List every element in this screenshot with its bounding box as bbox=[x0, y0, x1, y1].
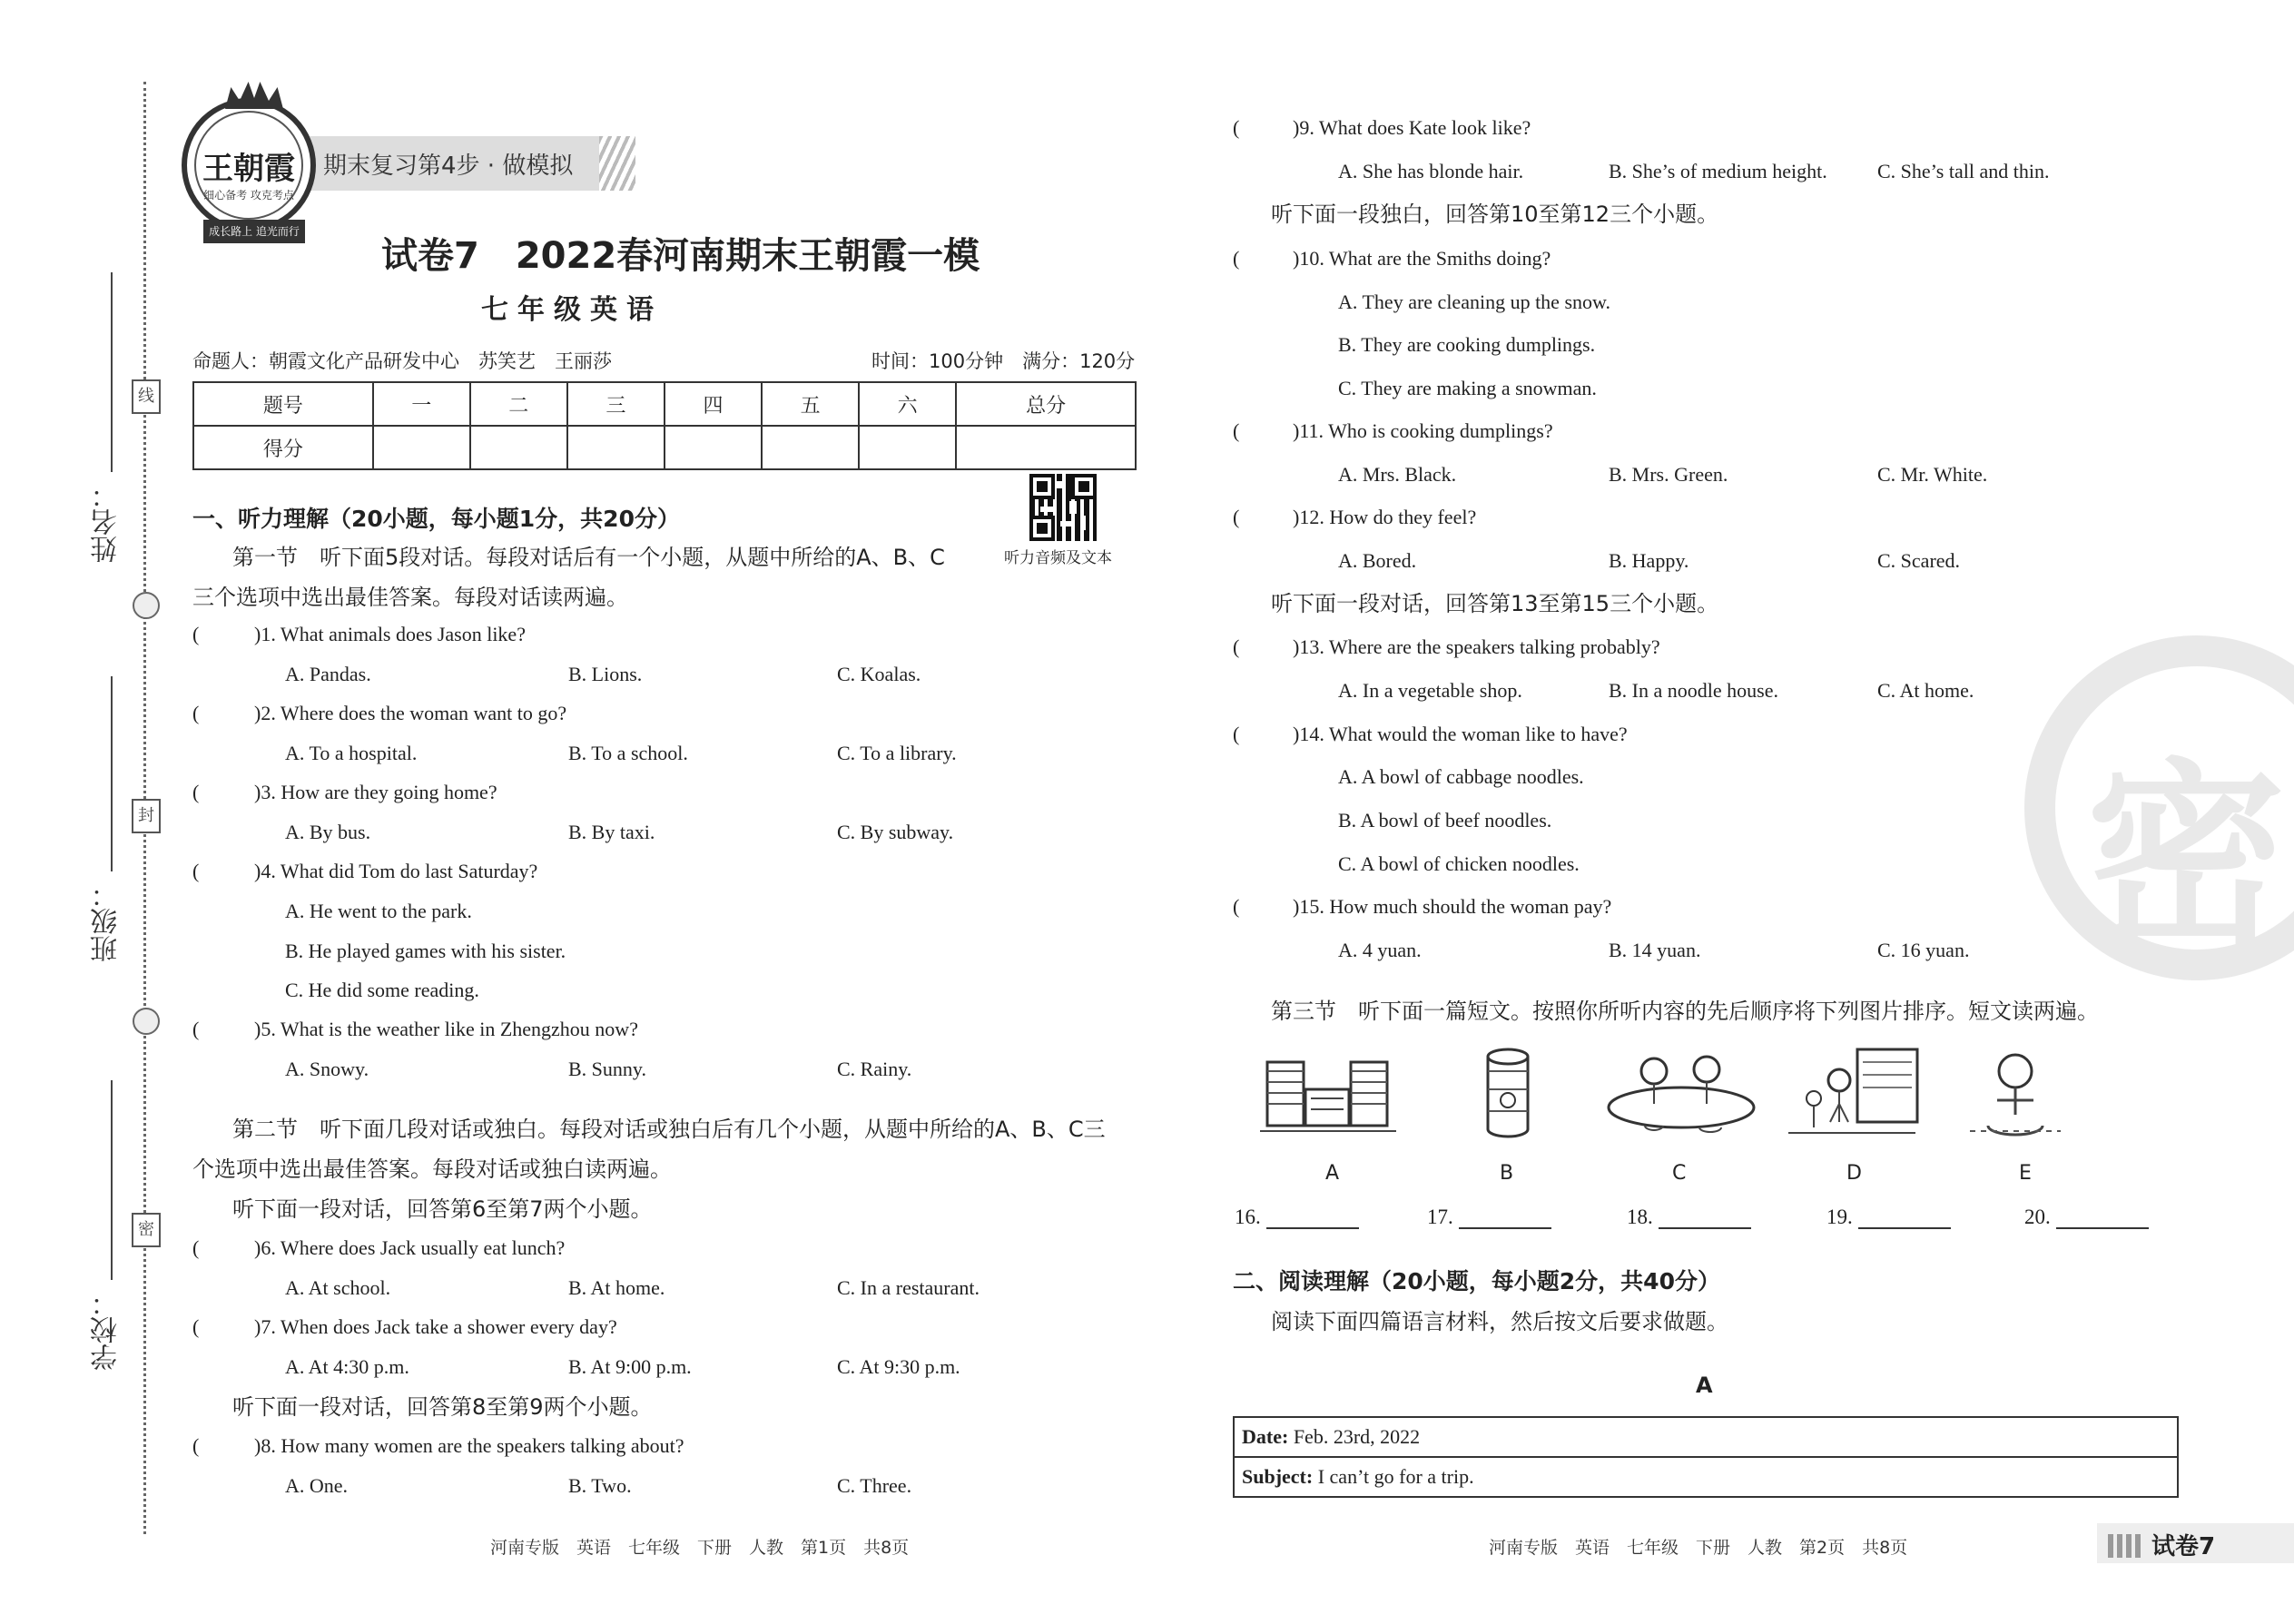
prompt-10-12: 听下面一段独白，回答第10至第12三个小题。 bbox=[1271, 202, 1719, 227]
q3-option-a[interactable]: A. By bus. bbox=[285, 821, 371, 843]
q5-option-b[interactable]: B. Sunny. bbox=[568, 1058, 646, 1080]
qr-label: 听力音频及文本 bbox=[1004, 549, 1112, 567]
score-header-cell: 总分 bbox=[956, 382, 1136, 426]
q9-stem: )9. What does Kate look like? bbox=[1293, 116, 1531, 139]
q2-option-a[interactable]: A. To a hospital. bbox=[285, 742, 418, 764]
q14-option-c[interactable]: C. A bowl of chicken noodles. bbox=[1338, 852, 1580, 875]
date-label: Date: bbox=[1242, 1425, 1289, 1448]
q2-option-b[interactable]: B. To a school. bbox=[568, 742, 688, 764]
logo-name: 王朝霞 bbox=[202, 153, 295, 186]
seal-xian: 线 bbox=[132, 379, 161, 414]
q2-stem: )2. Where does the woman want to go? bbox=[254, 702, 567, 724]
score-header-row bbox=[193, 382, 1136, 426]
q1-option-c[interactable]: C. Koalas. bbox=[837, 663, 921, 685]
school-underline bbox=[111, 1080, 113, 1280]
q5-stem: )5. What is the weather like in Zhengzhou now? bbox=[254, 1018, 638, 1040]
answer-16[interactable]: 16. bbox=[1235, 1204, 1359, 1229]
score-cell[interactable] bbox=[567, 426, 665, 469]
score-cell[interactable] bbox=[373, 426, 470, 469]
q1-stem: )1. What animals does Jason like? bbox=[254, 623, 526, 645]
picture-d-icon bbox=[1785, 1044, 1921, 1144]
part1-title: 一、听力理解（20小题，每小题1分，共20分） bbox=[192, 506, 680, 532]
passage-label: A bbox=[1696, 1373, 1713, 1398]
prompt-8-9: 听下面一段对话，回答第8至第9两个小题。 bbox=[232, 1394, 653, 1420]
q14-option-a[interactable]: A. A bowl of cabbage noodles. bbox=[1338, 765, 1584, 788]
q11-option-a[interactable]: A. Mrs. Black. bbox=[1338, 463, 1457, 486]
q9-option-b[interactable]: B. She’s of medium height. bbox=[1609, 160, 1827, 182]
q1-option-b[interactable]: B. Lions. bbox=[568, 663, 643, 685]
brand-logo bbox=[182, 98, 316, 238]
q2-option-c[interactable]: C. To a library. bbox=[837, 742, 957, 764]
q13-stem: )13. Where are the speakers talking probably? bbox=[1293, 635, 1660, 658]
q10-option-b[interactable]: B. They are cooking dumplings. bbox=[1338, 333, 1596, 356]
q3-option-b[interactable]: B. By taxi. bbox=[568, 821, 655, 843]
exam-subtitle: 七年级英语 bbox=[481, 294, 663, 326]
q14-stem: )14. What would the woman like to have? bbox=[1293, 723, 1628, 745]
q8-option-b[interactable]: B. Two. bbox=[568, 1474, 632, 1497]
picture-c-icon bbox=[1600, 1044, 1763, 1144]
subject-value: I can’t go for a trip. bbox=[1317, 1465, 1474, 1488]
qr-code-icon[interactable] bbox=[1029, 474, 1097, 541]
answer-18[interactable]: 18. bbox=[1627, 1204, 1751, 1229]
q15-option-b[interactable]: B. 14 yuan. bbox=[1609, 939, 1701, 961]
q4-stem: )4. What did Tom do last Saturday? bbox=[254, 860, 538, 882]
score-cell[interactable] bbox=[956, 426, 1136, 469]
score-header-cell: 二 bbox=[470, 382, 567, 426]
q9-option-c[interactable]: C. She’s tall and thin. bbox=[1877, 160, 2050, 182]
picture-label-d: D bbox=[1846, 1162, 1862, 1185]
prompt-6-7: 听下面一段对话，回答第6至第7两个小题。 bbox=[232, 1196, 653, 1222]
q12-option-b[interactable]: B. Happy. bbox=[1609, 549, 1689, 572]
q5-option-c[interactable]: C. Rainy. bbox=[837, 1058, 912, 1080]
sec2-line2: 个选项中选出最佳答案。每段对话或独白读两遍。 bbox=[192, 1156, 672, 1182]
q15-option-a[interactable]: A. 4 yuan. bbox=[1338, 939, 1422, 961]
page-tag: 试卷7 bbox=[2151, 1533, 2216, 1560]
score-header-cell: 六 bbox=[859, 382, 956, 426]
answer-19[interactable]: 19. bbox=[1826, 1204, 1951, 1229]
q8-option-c[interactable]: C. Three. bbox=[837, 1474, 912, 1497]
q4-option-b[interactable]: B. He played games with his sister. bbox=[285, 940, 566, 962]
score-header-cell: 四 bbox=[665, 382, 762, 426]
seal-mi: 密 bbox=[132, 1213, 161, 1247]
score-row bbox=[193, 426, 1136, 469]
q11-option-b[interactable]: B. Mrs. Green. bbox=[1609, 463, 1728, 486]
picture-label-c: C bbox=[1672, 1162, 1687, 1185]
prompt-13-15: 听下面一段对话，回答第13至第15三个小题。 bbox=[1271, 591, 1719, 616]
footer-right: 河南专版 英语 七年级 下册 人教 第2页 共8页 bbox=[1489, 1538, 1908, 1558]
binding-knob-icon bbox=[133, 592, 160, 619]
picture-a-icon bbox=[1260, 1044, 1396, 1144]
score-cell[interactable] bbox=[859, 426, 956, 469]
q7-option-a[interactable]: A. At 4:30 p.m. bbox=[285, 1355, 409, 1378]
sec3-instruction: 第三节 听下面一篇短文。按照你所听内容的先后顺序将下列图片排序。短文读两遍。 bbox=[1271, 999, 2099, 1024]
authors: 命题人：朝霞文化产品研发中心 苏笑艺 王丽莎 bbox=[192, 350, 612, 372]
q7-option-c[interactable]: C. At 9:30 p.m. bbox=[837, 1355, 960, 1378]
score-cell[interactable] bbox=[470, 426, 567, 469]
date-row bbox=[1234, 1417, 2178, 1457]
score-cell[interactable] bbox=[762, 426, 859, 469]
crown-icon bbox=[225, 82, 283, 109]
picture-b-icon bbox=[1476, 1044, 1540, 1144]
sec1-line1: 第一节 听下面5段对话。每段对话后有一个小题，从题中所给的A、B、C bbox=[232, 545, 945, 570]
q3-option-c[interactable]: C. By subway. bbox=[837, 821, 954, 843]
q6-option-a[interactable]: A. At school. bbox=[285, 1276, 391, 1299]
class-label: 班级： bbox=[91, 881, 123, 962]
picture-label-e: E bbox=[2019, 1162, 2032, 1185]
q8-option-a[interactable]: A. One. bbox=[285, 1474, 349, 1497]
score-header-cell: 一 bbox=[373, 382, 470, 426]
part2-intro: 阅读下面四篇语言材料，然后按文后要求做题。 bbox=[1271, 1309, 1728, 1334]
q11-option-c[interactable]: C. Mr. White. bbox=[1877, 463, 1988, 486]
logo-motto: 细心备考 攻克考点 bbox=[203, 189, 294, 202]
binding-knob-icon bbox=[133, 1008, 160, 1035]
q12-stem: )12. How do they feel? bbox=[1293, 506, 1477, 528]
sec1-line2: 三个选项中选出最佳答案。每段对话读两遍。 bbox=[192, 585, 628, 610]
q12-option-a[interactable]: A. Bored. bbox=[1338, 549, 1417, 572]
q1-option-a[interactable]: A. Pandas. bbox=[285, 663, 371, 685]
q9-option-a[interactable]: A. She has blonde hair. bbox=[1338, 160, 1524, 182]
q3-stem: )3. How are they going home? bbox=[254, 781, 497, 803]
picture-e-icon bbox=[1961, 1044, 2070, 1144]
banner-text: 期末复习第4步 · 做模拟 bbox=[323, 153, 574, 180]
date-value: Feb. 23rd, 2022 bbox=[1293, 1425, 1421, 1448]
q10-option-a[interactable]: A. They are cleaning up the snow. bbox=[1338, 290, 1610, 313]
score-cell[interactable] bbox=[665, 426, 762, 469]
school-label: 学校： bbox=[91, 1289, 123, 1371]
score-header-cell: 三 bbox=[567, 382, 665, 426]
q5-option-a[interactable]: A. Snowy. bbox=[285, 1058, 369, 1080]
q10-stem: )10. What are the Smiths doing? bbox=[1293, 247, 1551, 270]
subject-label: Subject: bbox=[1242, 1465, 1314, 1488]
logo-ribbon: 成长路上 追光而行 bbox=[203, 220, 305, 243]
q11-stem: )11. Who is cooking dumplings? bbox=[1293, 419, 1553, 442]
q7-option-b[interactable]: B. At 9:00 p.m. bbox=[568, 1355, 692, 1378]
score-header-cell: 题号 bbox=[193, 382, 373, 426]
answer-17[interactable]: 17. bbox=[1427, 1204, 1551, 1229]
score-header-cell: 五 bbox=[762, 382, 859, 426]
q6-option-b[interactable]: B. At home. bbox=[568, 1276, 665, 1299]
q10-option-c[interactable]: C. They are making a snowman. bbox=[1338, 377, 1597, 399]
q6-stem: )6. Where does Jack usually eat lunch? bbox=[254, 1236, 566, 1259]
footer-left: 河南专版 英语 七年级 下册 人教 第1页 共8页 bbox=[490, 1538, 910, 1558]
q15-option-c[interactable]: C. 16 yuan. bbox=[1877, 939, 1970, 961]
email-header-table bbox=[1233, 1416, 2179, 1498]
banner-stripes bbox=[599, 136, 635, 191]
q6-option-c[interactable]: C. In a restaurant. bbox=[837, 1276, 980, 1299]
q13-option-a[interactable]: A. In a vegetable shop. bbox=[1338, 679, 1522, 702]
q7-stem: )7. When does Jack take a shower every day? bbox=[254, 1315, 617, 1338]
watermark-seal-icon bbox=[2024, 635, 2294, 980]
score-table bbox=[192, 381, 1137, 470]
time-info: 时间：100分钟 满分：120分 bbox=[871, 350, 1136, 372]
q12-option-c[interactable]: C. Scared. bbox=[1877, 549, 1961, 572]
q13-option-b[interactable]: B. In a noodle house. bbox=[1609, 679, 1778, 702]
q8-stem: )8. How many women are the speakers talking about? bbox=[254, 1434, 684, 1457]
q4-option-c[interactable]: C. He did some reading. bbox=[285, 979, 479, 1001]
page-tag-pattern bbox=[2108, 1534, 2144, 1558]
q13-option-c[interactable]: C. At home. bbox=[1877, 679, 1974, 702]
watermark-text: 密 bbox=[2086, 742, 2287, 974]
class-underline bbox=[111, 676, 113, 871]
q4-option-a[interactable]: A. He went to the park. bbox=[285, 900, 472, 922]
name-label: 姓名： bbox=[91, 481, 123, 563]
q14-option-b[interactable]: B. A bowl of beef noodles. bbox=[1338, 809, 1552, 832]
q15-stem: )15. How much should the woman pay? bbox=[1293, 895, 1612, 918]
picture-label-b: B bbox=[1500, 1162, 1514, 1185]
sec2-line1: 第二节 听下面几段对话或独白。每段对话或独白后有几个小题，从题中所给的A、B、C三 bbox=[232, 1117, 1106, 1142]
part2-title: 二、阅读理解（20小题，每小题2分，共40分） bbox=[1233, 1268, 1720, 1294]
answer-20[interactable]: 20. bbox=[2024, 1204, 2149, 1229]
subject-row bbox=[1234, 1457, 2178, 1497]
picture-label-a: A bbox=[1325, 1162, 1340, 1185]
seal-feng: 封 bbox=[132, 799, 161, 833]
exam-title: 试卷7 2022春河南期末王朝霞一模 bbox=[381, 235, 980, 277]
score-row-label: 得分 bbox=[193, 426, 373, 469]
